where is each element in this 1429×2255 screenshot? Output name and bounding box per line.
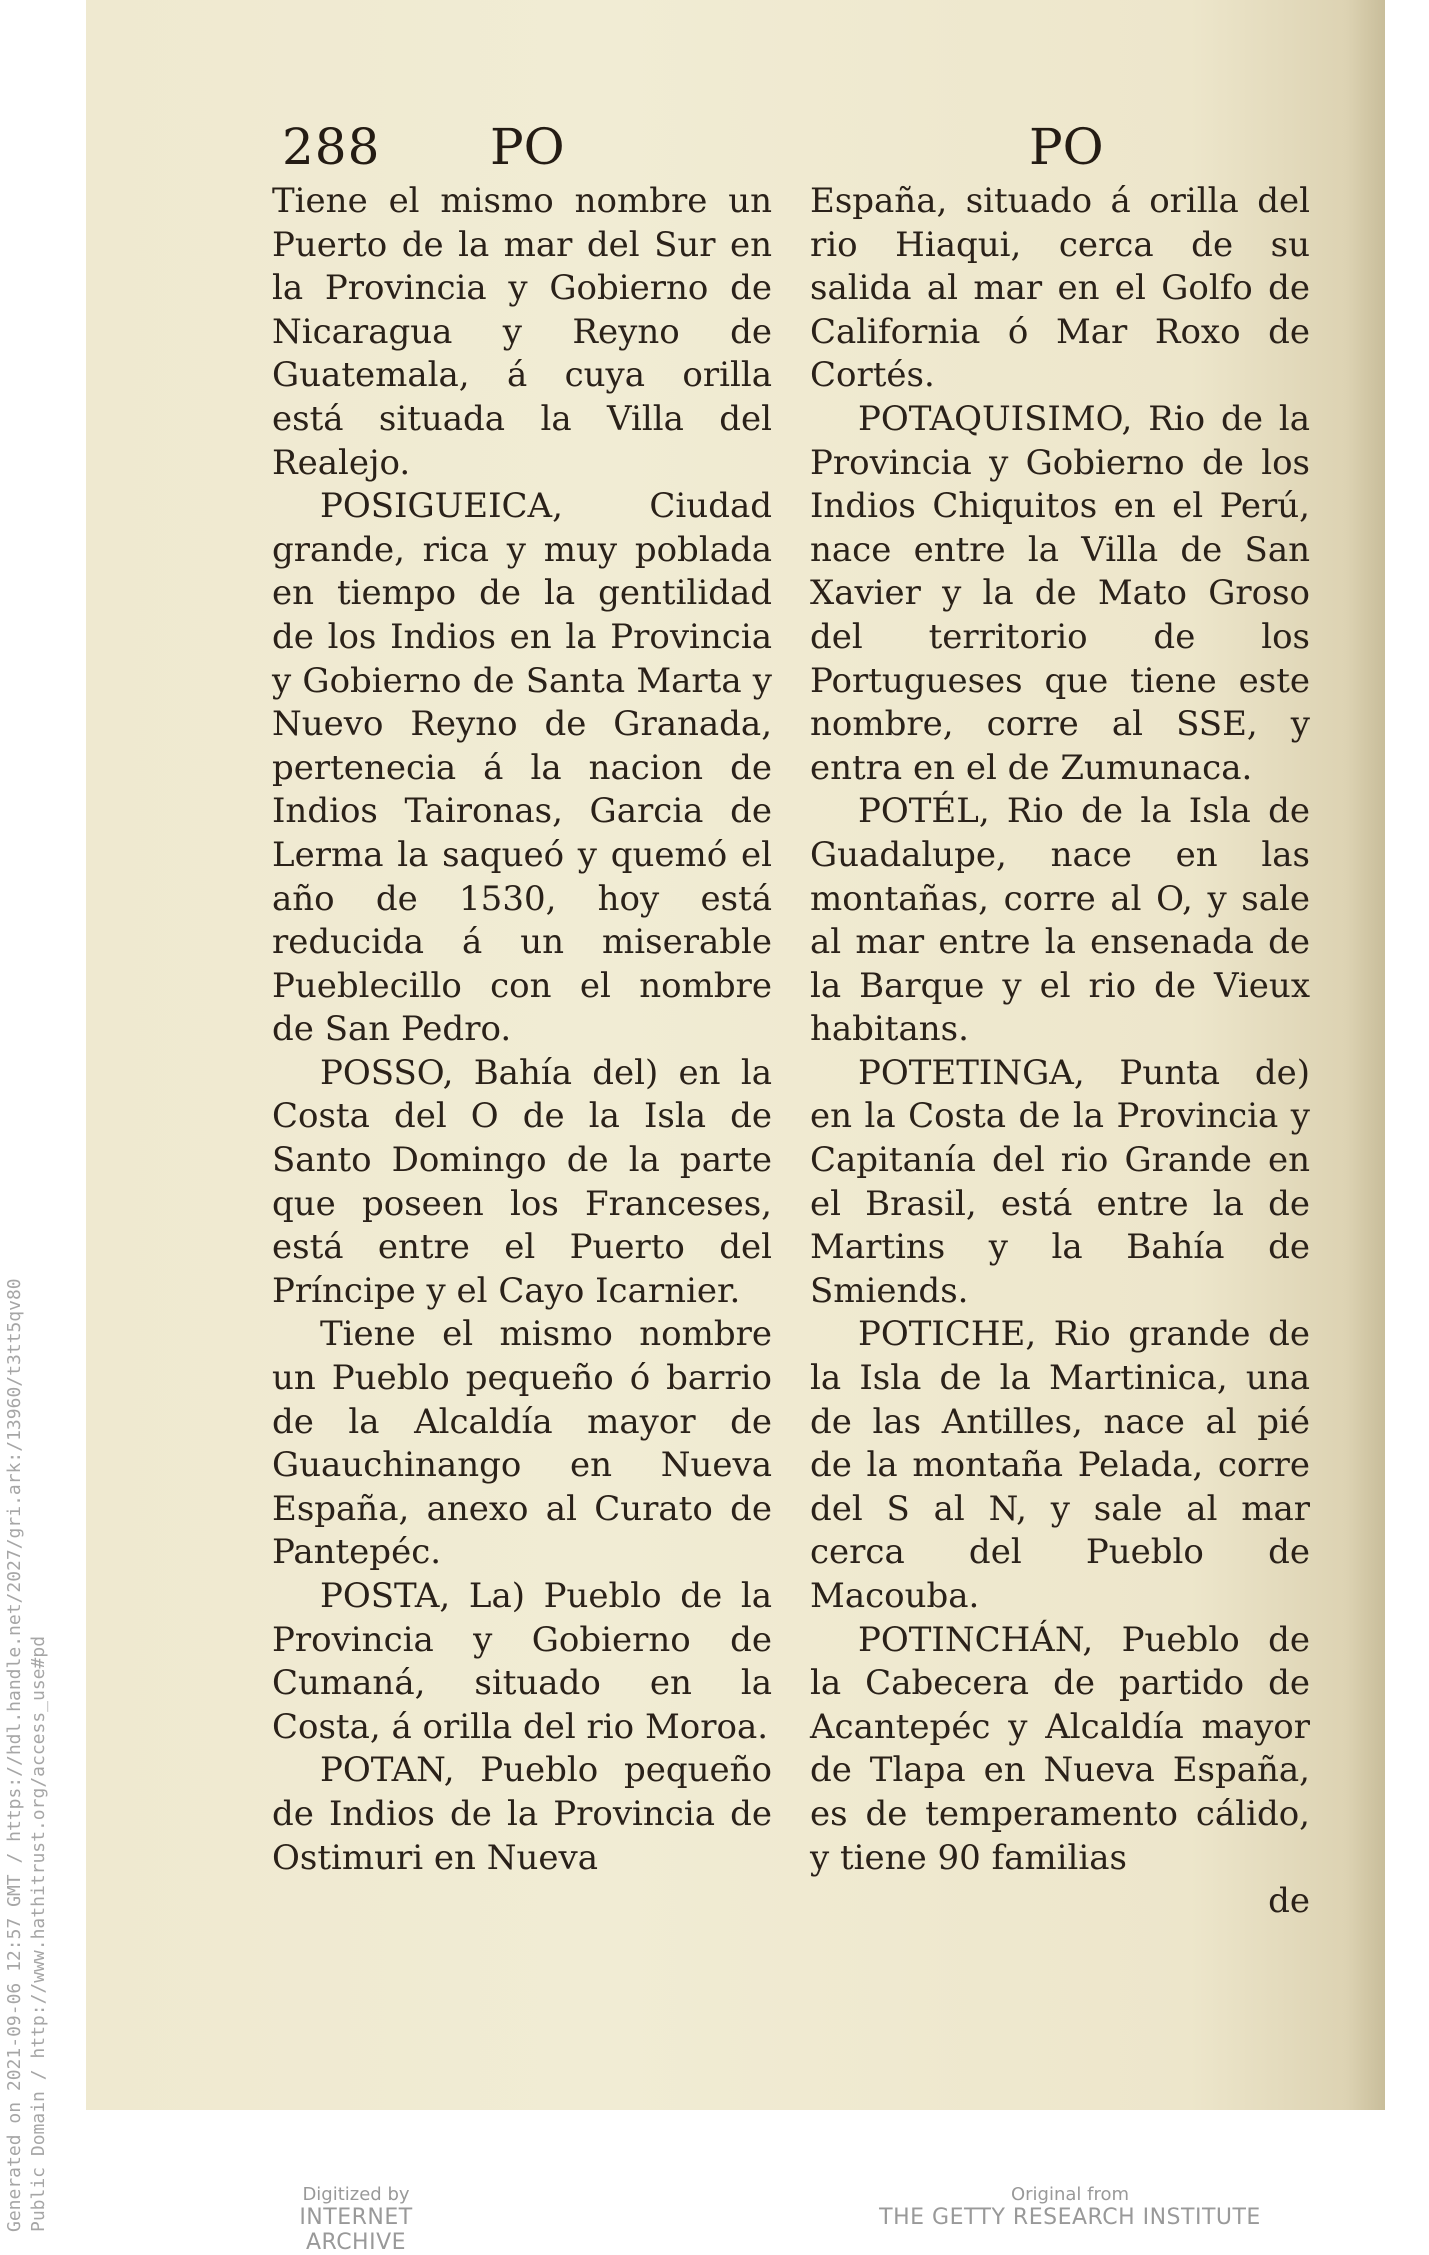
footer-right-big: THE GETTY RESEARCH INSTITUTE bbox=[879, 2205, 1261, 2230]
entry-paragraph: POSSO, Bahía del) en la Costa del O de la Isla de Santo Domingo de la parte que poseen los Franceses, está entre el Puerto del Príncipe y el Cayo Icarnier. bbox=[272, 1052, 772, 1311]
stamp-line-generated: Generated on 2021-09-06 12:57 GMT / https://hdl.handle.net/2027/gri.ark:/13960/t3tt5qv80 bbox=[4, 1278, 25, 2232]
footer-left-big: INTERNET ARCHIVE bbox=[299, 2205, 413, 2255]
running-head-right: PO bbox=[1029, 118, 1104, 176]
left-column bbox=[272, 180, 772, 1880]
entry-paragraph: POSIGUEICA, Ciudad grande, rica y muy poblada en tiempo de la gentilidad de los Indios en la Provincia y Gobierno de Santa Marta y Nuevo Reyno de Granada, pertenecia á la nacion de Indios Taironas, Garcia de Lerma la saqueó y quemó el año de 1530, hoy está reducida á un miserable Pueblecillo con el nombre de San Pedro. bbox=[272, 486, 772, 1050]
entry-paragraph: POTINCHÁN, Pueblo de la Cabecera de partido de Acantepéc y Alcaldía mayor de Tlapa en Nueva España, es de temperamento cálido, y tiene 90 familias bbox=[810, 1619, 1310, 1878]
page-header bbox=[86, 118, 1385, 188]
entry-paragraph: POTETINGA, Punta de) en la Costa de la Provincia y Capitanía del rio Grande en el Brasil, está entre la de Martins y la Bahía de Smiends. bbox=[810, 1052, 1310, 1311]
footer-right-small: Original from bbox=[1010, 2184, 1130, 2205]
entry-paragraph: POTAN, Pueblo pequeño de Indios de la Provincia de Ostimuri en Nueva bbox=[272, 1750, 772, 1878]
catchword: de bbox=[1268, 1881, 1310, 1922]
footer-original-from bbox=[870, 2184, 1270, 2230]
entry-paragraph: POTICHE, Rio grande de la Isla de la Martinica, una de las Antilles, nace al pié de la montaña Pelada, corre del S al N, y sale al mar cerca del Pueblo de Macouba. bbox=[810, 1314, 1310, 1616]
entry-paragraph: Tiene el mismo nombre un Pueblo pequeño ó barrio de la Alcaldía mayor de Guauchinango en Nueva España, anexo al Curato de Pantepéc. bbox=[272, 1314, 772, 1573]
footer-left-small: Digitized by bbox=[302, 2184, 410, 2205]
entry-paragraph: POSTA, La) Pueblo de la Provincia y Gobierno de Cumaná, situado en la Costa, á orilla del rio Moroa. bbox=[272, 1576, 772, 1747]
entry-paragraph: POTAQUISIMO, Rio de la Provincia y Gobierno de los Indios Chiquitos en el Perú, nace entre la Villa de San Xavier y la de Mato Groso del territorio de los Portugueses que tiene este nombre, corre al SSE, y entra en el de Zumunaca. bbox=[810, 398, 1310, 788]
stamp-line-public-domain: Public Domain / http://www.hathitrust.org/access_use#pd bbox=[28, 1635, 49, 2232]
running-head-left: PO bbox=[490, 118, 565, 176]
book-page bbox=[86, 0, 1385, 2110]
entry-paragraph: POTÉL, Rio de la Isla de Guadalupe, nace en las montañas, corre al O, y sale al mar entre la ensenada de la Barque y el rio de Vieux habitans. bbox=[810, 791, 1310, 1050]
entry-paragraph: España, situado á orilla del rio Hiaqui, cerca de su salida al mar en el Golfo de California ó Mar Roxo de Cortés. bbox=[810, 181, 1310, 396]
hathitrust-margin-stamp bbox=[0, 1090, 60, 2242]
page-number: 288 bbox=[282, 118, 381, 176]
entry-paragraph: Tiene el mismo nombre un Puerto de la mar del Sur en la Provincia y Gobierno de Nicaragua y Reyno de Guatemala, á cuya orilla está situada la Villa del Realejo. bbox=[272, 181, 772, 483]
right-column bbox=[810, 180, 1310, 1924]
footer-digitized-by bbox=[246, 2184, 466, 2255]
